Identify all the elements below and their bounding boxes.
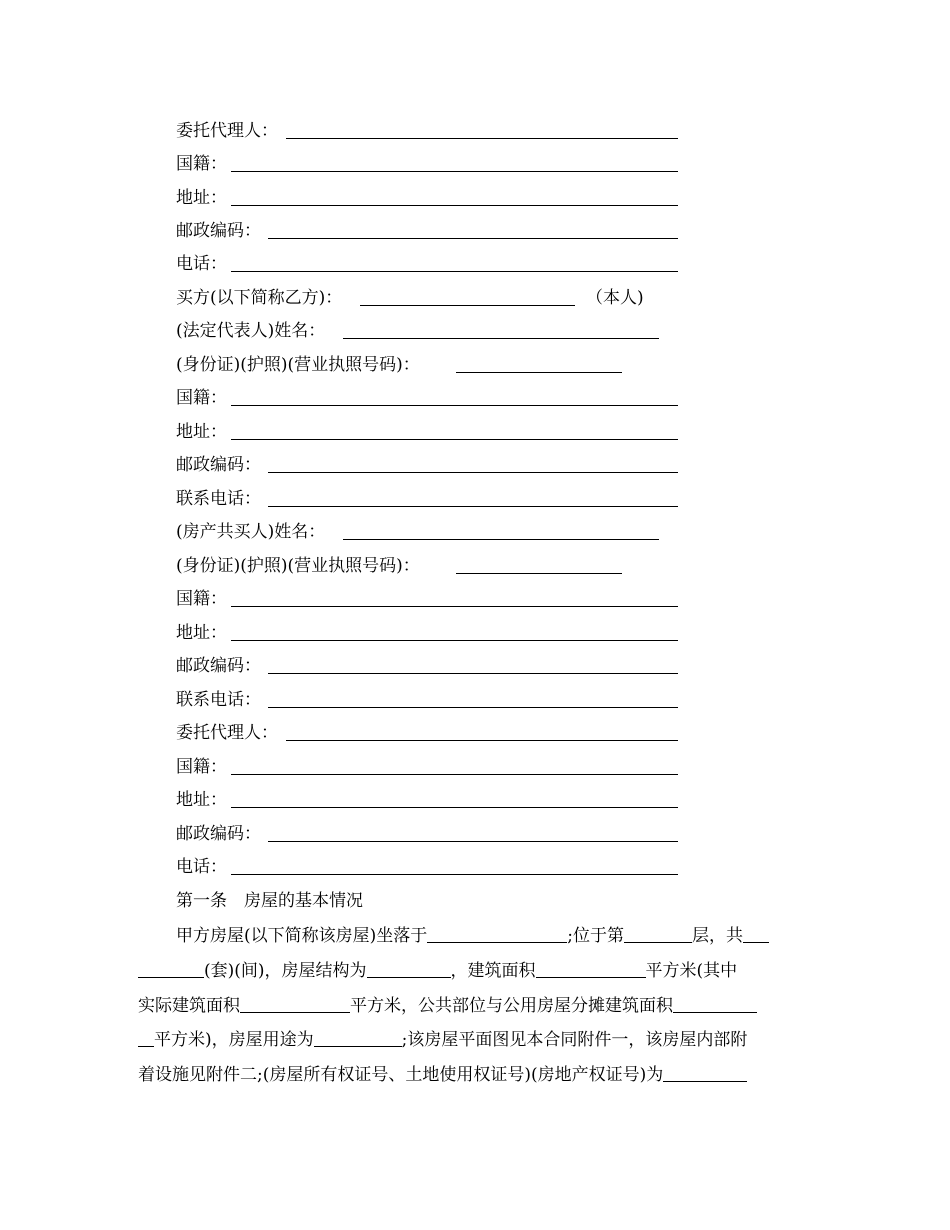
text-segment: 甲方房屋(以下简称该房屋)坐落于 [176,926,428,946]
blank-line [427,924,567,943]
text-segment: 层，共 [692,926,743,946]
article-paragraph-line [138,958,814,984]
blank-line [286,138,678,139]
field-label: 电话： [176,254,227,274]
blank-line [456,573,622,574]
blank-line [231,271,678,272]
field-label: 委托代理人： [176,121,278,141]
text-segment: ;该房屋平面图见本合同附件一，该房屋内部附 [401,1030,748,1050]
blank-line [231,774,678,775]
field-label: 地址： [176,790,227,810]
field-label: 地址： [176,623,227,643]
field-label: 买方(以下简称乙方)： [176,288,343,308]
field-label: 邮政编码： [176,455,261,475]
text-segment: ，建筑面积 [450,961,536,981]
text-segment: ;位于第 [567,926,624,946]
text-segment: 着设施见附件二;(房屋所有权证号、土地使用权证号)(房地产权证号)为 [138,1065,664,1085]
field-label: 邮政编码： [176,656,261,676]
field-label: 邮政编码： [176,824,261,844]
article-heading-text: 第一条 房屋的基本情况 [176,891,363,911]
blank-line [268,506,678,507]
field-label: (身份证)(护照)(营业执照号码)： [176,556,420,576]
field-label: 委托代理人： [176,723,278,743]
field-suffix: （本人) [586,288,644,308]
text-segment: 实际建筑面积 [138,996,240,1016]
field-label: 联系电话： [176,690,261,710]
field-label: 国籍： [176,757,227,777]
blank-line [231,439,678,440]
blank-line [673,994,757,1013]
blank-line [231,640,678,641]
blank-line [343,338,659,339]
article-paragraph-line [176,923,816,949]
blank-line [268,707,678,708]
field-label: 电话： [176,857,227,877]
field-label: 地址： [176,422,227,442]
blank-line [268,238,678,239]
text-segment: 平方米(其中 [645,961,738,981]
field-label: 国籍： [176,388,227,408]
field-label: 国籍： [176,154,227,174]
blank-line [231,874,678,875]
blank-line [231,205,678,206]
blank-line [231,171,678,172]
article-paragraph-line [138,993,814,1019]
blank-line [367,959,451,978]
blank-line [268,472,678,473]
text-segment: (套)(间)，房屋结构为 [204,961,367,981]
article-paragraph-line [138,1027,814,1053]
blank-line [268,841,678,842]
blank-line [231,807,678,808]
field-label: (身份证)(护照)(营业执照号码)： [176,355,420,375]
field-label: 地址： [176,188,227,208]
blank-line [240,994,350,1013]
blank-line [456,372,622,373]
blank-line [743,924,769,943]
field-label: 联系电话： [176,489,261,509]
blank-line [231,405,678,406]
blank-line [231,606,678,607]
text-segment: 平方米)，房屋用途为 [154,1030,314,1050]
blank-line [314,1028,402,1047]
blank-line [268,673,678,674]
field-label: (法定代表人)姓名： [176,321,326,341]
blank-line [286,740,678,741]
field-label: 邮政编码： [176,221,261,241]
blank-line [360,305,575,306]
blank-line [138,1028,154,1047]
text-segment: 平方米，公共部位与公用房屋分摊建筑面积 [350,996,673,1016]
blank-line [343,539,659,540]
field-label: (房产共买人)姓名： [176,522,326,542]
blank-line [138,959,204,978]
article-paragraph-line [138,1062,814,1088]
field-label: 国籍： [176,589,227,609]
blank-line [663,1063,747,1082]
blank-line [536,959,646,978]
blank-line [624,924,692,943]
